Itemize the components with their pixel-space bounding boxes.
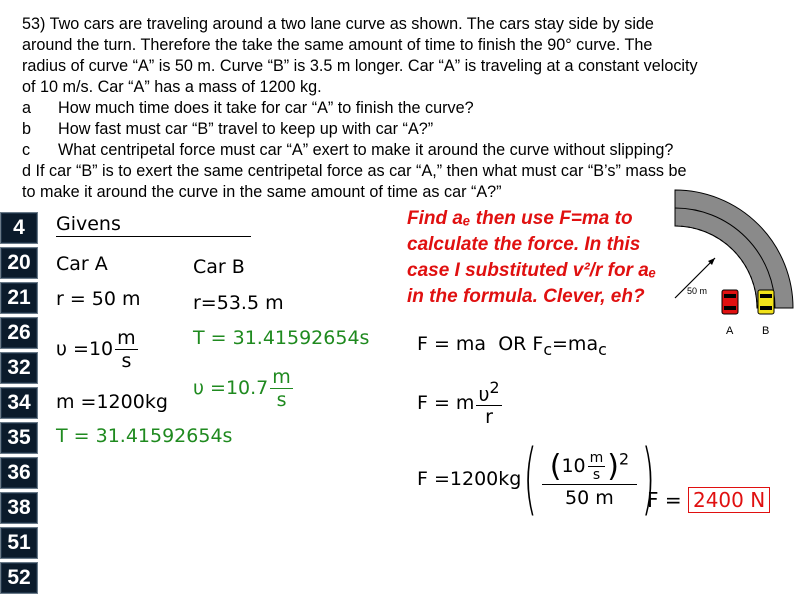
note-line: in the formula. Clever, eh? [407, 286, 645, 307]
nav-button-51[interactable]: 51 [0, 527, 38, 559]
question-c: c What centripetal force must car “A” exert to make it around the curve without slipping? [22, 141, 674, 159]
equation-f-ma: F = ma OR $F_c=ma_c$ [417, 333, 607, 359]
slide-nav-sidebar [0, 212, 40, 597]
question-d: d If car “B” is to exert the same centripetal force as car “A,” then what must car “B’s” mass be [22, 162, 687, 180]
note-line: case I substituted v²/r for aₑ [407, 260, 657, 281]
car-b-diagram-label: B [762, 325, 770, 337]
nav-button-4[interactable]: 4 [0, 212, 38, 244]
givens-title: Givens [56, 213, 251, 237]
car-a-mass: m =1200kg [56, 391, 168, 413]
note-line: Find aₑ then use F=ma to [407, 208, 633, 229]
nav-button-21[interactable]: 21 [0, 282, 38, 314]
nav-button-35[interactable]: 35 [0, 422, 38, 454]
nav-button-52[interactable]: 52 [0, 562, 38, 594]
nav-button-34[interactable]: 34 [0, 387, 38, 419]
equation-f-numeric: F =1200kg ( (10 $\frac{m}{s}$ )$^2$ 50 m ) [417, 434, 656, 524]
question-a: a How much time does it take for car “A” to finish the curve? [22, 99, 474, 117]
equation-f-mv2r: F = m $\frac{\upsilon^2}{r}$ [417, 378, 500, 429]
nav-button-38[interactable]: 38 [0, 492, 38, 524]
note-line: calculate the force. In this [407, 234, 641, 255]
solution-note [407, 206, 656, 310]
radius-label: 50 m [687, 286, 708, 296]
car-a-time: T = 31.41592654s [56, 425, 233, 447]
car-a-label: Car A [56, 253, 108, 275]
result-box: 2400 N [688, 487, 770, 513]
problem-line: 53) Two cars are traveling around a two lane curve as shown. The cars stay side by side [22, 15, 654, 33]
car-b-time: T = 31.41592654s [193, 327, 370, 349]
car-b-radius: r=53.5 m [193, 292, 284, 314]
nav-button-36[interactable]: 36 [0, 457, 38, 489]
car-a-shape [722, 290, 738, 314]
car-a-radius: r = 50 m [56, 288, 141, 310]
car-b-velocity: υ =10.7 $\frac{m}{s}$ [193, 366, 291, 411]
nav-button-32[interactable]: 32 [0, 352, 38, 384]
nav-button-26[interactable]: 26 [0, 317, 38, 349]
car-b-label: Car B [193, 256, 245, 278]
curve-diagram [655, 188, 795, 338]
problem-line: radius of curve “A” is 50 m. Curve “B” is 3.5 m longer. Car “A” is traveling at a constant velocity [22, 57, 698, 75]
problem-statement [22, 14, 792, 203]
result: F = 2400 N [647, 488, 770, 512]
problem-line: of 10 m/s. Car “A” has a mass of 1200 kg. [22, 78, 322, 96]
question-b: b How fast must car “B” travel to keep up with car “A?” [22, 120, 434, 138]
nav-button-20[interactable]: 20 [0, 247, 38, 279]
car-a-velocity: υ =10 $\frac{m}{s}$ [56, 327, 136, 372]
car-b-shape [758, 290, 774, 314]
problem-line: around the turn. Therefore the take the same amount of time to finish the 90° curve. The [22, 36, 653, 54]
car-a-diagram-label: A [726, 325, 734, 337]
question-d-cont: to make it around the curve in the same amount of time as car “A?” [22, 183, 502, 201]
